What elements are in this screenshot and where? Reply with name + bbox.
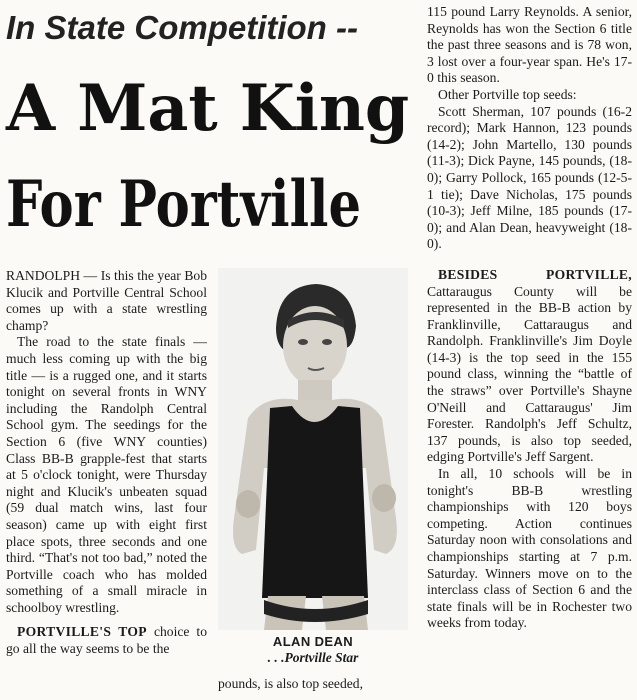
article-paragraph: choice to go all the way seems to be the [6, 624, 208, 657]
caption-name: ALAN DEAN [272, 634, 354, 649]
article-paragraph: pounds, is also top seeded, [218, 676, 363, 691]
article-column-2 [218, 676, 418, 693]
article-paragraph: Scott Sherman, 107 pounds (16-2 record); Mark Hannon, 123 pounds (14-2); John Martello, 130 pounds (11-3); Dick Payne, 145 pounds, (18-0); Garry Pollock, 165 pounds (12-5-1 tie); Dave Nicholas, 175 pounds (10-3); Jeff Milne, 185 pounds (17-0); and Alan Dean, heavyweight (18-0). [427, 103, 632, 252]
headline-line-2: For Portville [6, 167, 362, 242]
article-column-1 [6, 268, 207, 658]
article-paragraph: Cattaraugus County will be represented in the BB-B action by Franklinville, Cattaraugus and Randolph. Franklinville's Jim Doyle (14-3) is the top seed in the 155 pound class, winning the “battle of the straws” over Portville's Shayne O'Neill and Cattaraugus' Jim Forester. Randolph's Jeff Schultz, 137 pounds, is also top seeded, edging Portville's Jeff Sargent. [427, 283, 632, 465]
article-paragraph: RANDOLPH — Is this the year Bob Klucik and Portville Central School comes up with a state wrestling champ? [6, 268, 207, 333]
article-paragraph: The road to the state finals — much less coming up with the big title — is a rugged one, and it starts tonight on several fronts in WNY including the Randolph Central School gym. The seedings for the Section 6 (five WNY counties) Class BB-B grapple-fest that starts at 5 o'clock tonight, were Thursday night and Klucik's unbeaten squad (59 dual match wins, last four season) came up with eight first place spots, three seconds and one third. “That's not too bad,” noted the Portville coach who has molded something of a small miracle in schoolboy wrestling. [6, 334, 207, 615]
photo-caption [218, 634, 408, 666]
article-paragraph: 115 pound Larry Reynolds. A senior, Reynolds has won the Section 6 title the past three seasons and is 78 won, 3 lost over a four-year span. He's 17-0 this season. [427, 4, 632, 86]
wrestler-portrait-icon [218, 268, 408, 630]
wrestler-photo [218, 268, 408, 630]
article-lead-in: PORTVILLE'S TOP [17, 624, 147, 640]
article-lead-in: BESIDES PORTVILLE, [438, 266, 632, 282]
article-paragraph: In all, 10 schools will be in tonight's BB-B wrestling championships with 120 boys competing. Action continues Saturday noon with consolations and championships starting at 7 p.m. Saturday. Winners move on to the interclass class of Section 6 and the state finals will be in Rochester two weeks from today. [427, 466, 632, 631]
article-column-3 [427, 4, 632, 632]
headline-kicker: In State Competition -- [6, 9, 358, 46]
caption-subtitle: . . .Portville Star [267, 650, 359, 665]
headline-line-1: A Mat King [6, 71, 410, 146]
article-paragraph: Other Portville top seeds: [438, 86, 577, 102]
